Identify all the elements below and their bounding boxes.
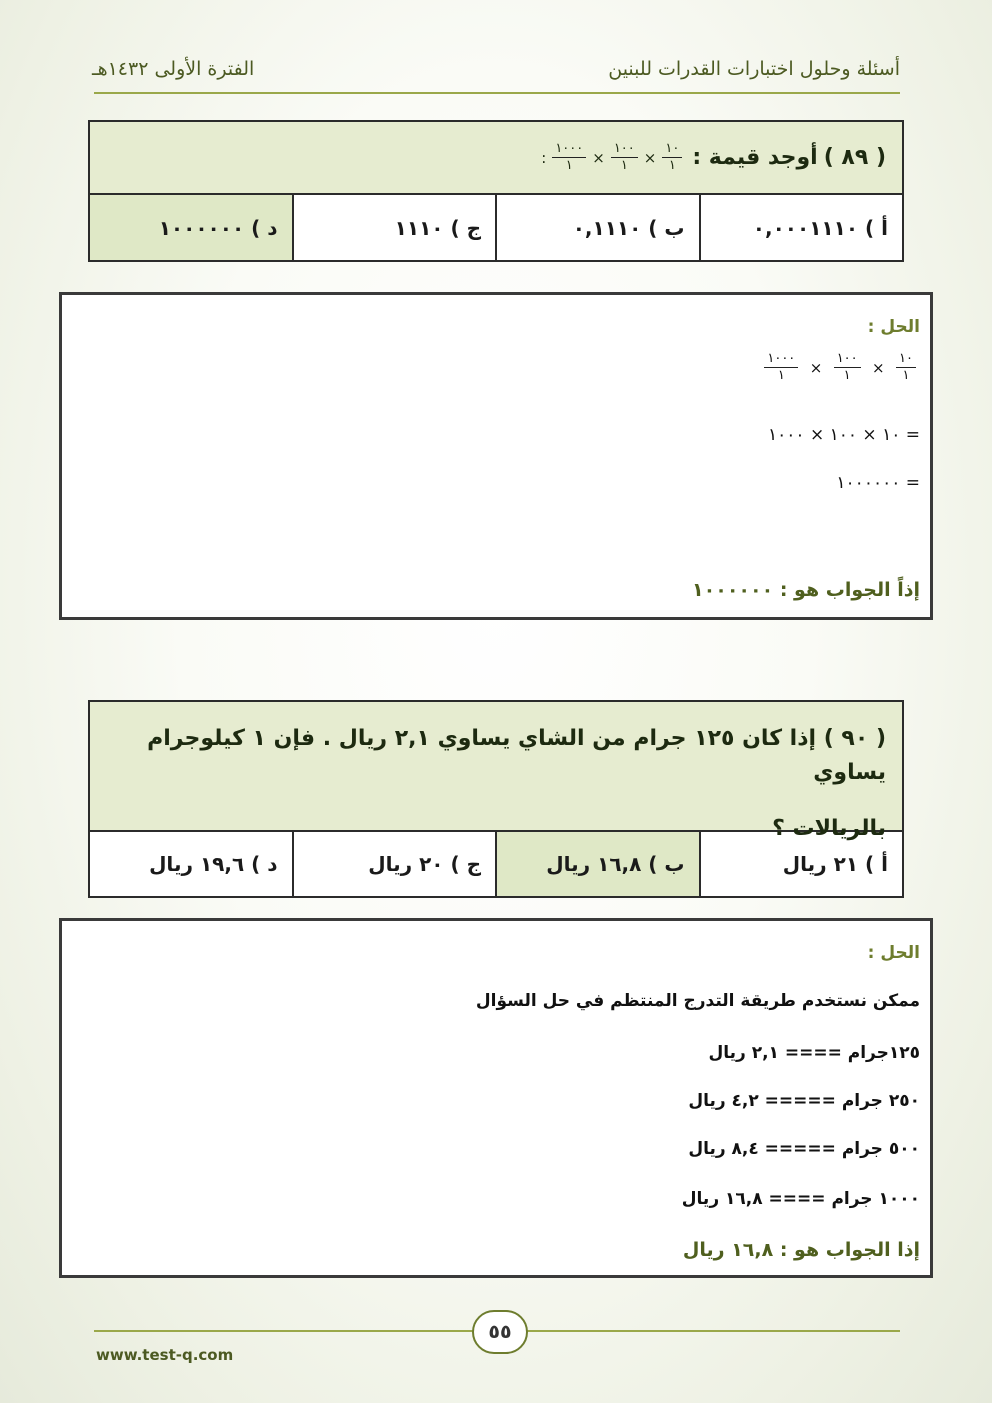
solution-label: الحل : xyxy=(867,317,920,337)
option-c[interactable]: ج ) ٢٠ ريال xyxy=(292,832,496,896)
option-c[interactable]: ج ) ١١١٠ xyxy=(292,195,496,260)
option-d[interactable]: د ) ١٩,٦ ريال xyxy=(149,852,278,876)
solution-89-box xyxy=(59,292,933,620)
question-89-number: ( ٨٩ ) xyxy=(823,145,886,170)
question-90-prompt-line2: بالريالات ؟ xyxy=(772,816,886,841)
solution-90-box xyxy=(59,918,933,1278)
solution-90-final: إذا الجواب هو : ١٦,٨ ريال xyxy=(682,1239,920,1261)
header-divider xyxy=(94,92,900,94)
question-90-header xyxy=(90,702,902,841)
question-89-header xyxy=(90,122,902,195)
footer-url[interactable]: www.test-q.com xyxy=(96,1346,234,1364)
times-symbol: × xyxy=(592,148,605,167)
solution-89-step: = ١٠ × ١٠٠ × ١٠٠٠ xyxy=(768,425,920,445)
fraction-1000: $\frac{١٠٠٠}{١}$ xyxy=(552,141,586,174)
question-89-table xyxy=(88,120,904,262)
solution-90-intro: ممكن نستخدم طريقة التدرج المنتظم في حل السؤال xyxy=(475,991,920,1011)
option-a[interactable]: أ ) ٢١ ريال xyxy=(699,832,903,896)
option-b-correct[interactable]: ب ) ١٦,٨ ريال xyxy=(495,832,699,896)
solution-89-fractions: $\frac{١٠٠٠}{١}$ × $\frac{١٠٠}{١}$ × $\frac{١٠}{١}$ xyxy=(760,351,920,384)
fraction-10: $\frac{١٠}{١}$ xyxy=(662,141,682,174)
option-a[interactable]: أ ) ٠,٠٠٠١١١٠ xyxy=(699,195,903,260)
question-90-table xyxy=(88,700,904,898)
question-89-expression xyxy=(539,141,686,174)
book-title: أسئلة وحلول اختبارات القدرات للبنين xyxy=(608,58,900,80)
solution-90-step: ٢٥٠ جرام ===== ٤,٢ ريال xyxy=(688,1091,920,1111)
period-label: الفترة الأولى ١٤٣٢هـ xyxy=(92,58,255,80)
times-symbol: × xyxy=(643,148,657,167)
question-90-number: ( ٩٠ ) xyxy=(823,726,886,751)
option-b[interactable]: ب ) ٠,١١١٠ xyxy=(495,195,699,260)
solution-90-step: ٥٠٠ جرام ===== ٨,٤ ريال xyxy=(688,1139,920,1159)
colon-symbol: : xyxy=(541,148,547,167)
page-number: ٥٥ xyxy=(472,1310,528,1354)
solution-90-step: ١٢٥جرام ==== ٢,١ ريال xyxy=(708,1043,920,1063)
fraction-100: $\frac{١٠٠}{١}$ xyxy=(611,141,638,174)
solution-89-step: = ١٠٠٠٠٠٠ xyxy=(836,473,920,493)
solution-label: الحل : xyxy=(867,943,920,963)
option-d-correct[interactable]: د ) ١٠٠٠٠٠٠ xyxy=(90,195,292,260)
solution-90-step: ١٠٠٠ جرام ==== ١٦,٨ ريال xyxy=(681,1189,920,1209)
question-89-prompt: أوجد قيمة : xyxy=(692,145,818,170)
question-90-prompt-line1: إذا كان ١٢٥ جرام من الشاي يساوي ٢,١ ريال . فإن ١ كيلوجرام يساوي xyxy=(147,726,886,785)
solution-89-final: إذاً الجواب هو : ١٠٠٠٠٠٠ xyxy=(692,579,920,601)
